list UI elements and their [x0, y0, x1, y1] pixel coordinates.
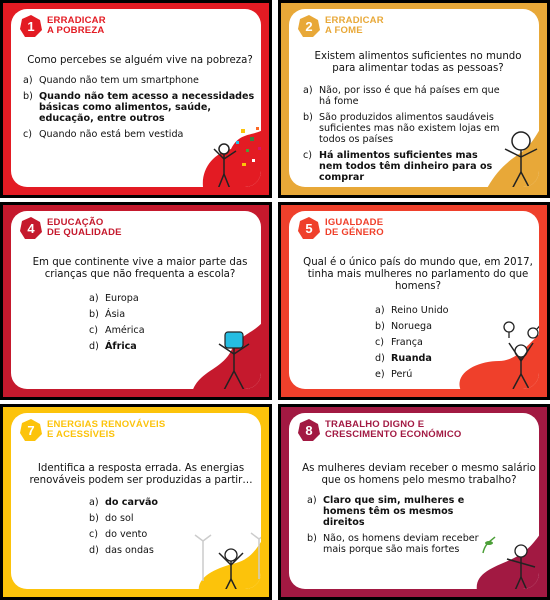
person-juggling-illustration	[206, 119, 261, 187]
person-with-bowl-illustration	[497, 127, 539, 187]
card-4-title: EDUCAÇÃO DE QUALIDADE	[47, 217, 122, 238]
card-2-title: ERRADICAR A FOME	[325, 15, 384, 36]
card-5-title: IGUALDADE DE GÉNERO	[325, 217, 384, 238]
person-gender-symbols-illustration	[499, 319, 539, 389]
option-a[interactable]: a) Europa	[89, 293, 139, 304]
goal-8-badge: 8	[298, 419, 320, 441]
option-d[interactable]: d) das ondas	[89, 545, 154, 556]
option-d[interactable]: d) África	[89, 341, 137, 352]
card-8-body	[289, 413, 539, 589]
card-1-question: Como percebes se alguém vive na pobreza?	[27, 55, 253, 66]
option-b[interactable]: b) Ásia	[89, 309, 126, 320]
card-5-question: Qual é o único país do mundo que, em 2017, tinha mais mulheres no parlamento do que homens?	[303, 257, 533, 292]
option-c[interactable]: c) Há alimentos suficientes mas nem todos têm dinheiro para os comprar	[303, 150, 493, 183]
card-4	[0, 202, 272, 400]
card-1	[0, 0, 272, 198]
goal-5-badge: 5	[298, 217, 320, 239]
card-1-body	[11, 9, 261, 187]
option-b[interactable]: b) do sol	[89, 513, 134, 524]
option-c[interactable]: c) França	[375, 337, 423, 348]
card-7	[0, 404, 272, 600]
card-4-options	[89, 293, 209, 357]
card-8-question: As mulheres deviam receber o mesmo salário que os homens pelo mesmo trabalho?	[302, 463, 536, 486]
card-5-body	[289, 211, 539, 389]
option-c[interactable]: c) do vento	[89, 529, 148, 540]
card-4-question: Em que continente vive a maior parte das crianças que não frequenta a escola?	[32, 257, 248, 280]
card-4-body	[11, 211, 261, 389]
option-b[interactable]: b) Noruega	[375, 321, 432, 332]
card-7-question: Identifica a resposta errada. As energias renováveis podem ser produzidas a partir…	[29, 463, 253, 486]
card-7-body	[11, 413, 261, 589]
card-5-options	[375, 305, 495, 385]
option-d[interactable]: d) Ruanda	[375, 353, 432, 364]
card-8-title: TRABALHO DIGNO E CRESCIMENTO ECONÓMICO	[325, 419, 462, 440]
goal-1-badge: 1	[20, 15, 42, 37]
card-2-body	[289, 9, 539, 187]
option-a[interactable]: a) Não, por isso é que há países em que há fome	[303, 85, 500, 107]
card-1-title: ERRADICAR A POBREZA	[47, 15, 106, 36]
goal-7-badge: 7	[20, 419, 42, 441]
person-watering-plant-illustration	[477, 533, 539, 589]
option-b[interactable]: b) Não, os homens deviam receber mais porque são mais fortes	[307, 533, 479, 555]
wind-turbines-illustration	[191, 531, 261, 589]
option-c[interactable]: c) América	[89, 325, 145, 336]
option-e[interactable]: e) Perú	[375, 369, 413, 380]
person-with-book-illustration	[211, 326, 261, 389]
card-2-question: Existem alimentos suficientes no mundo para alimentar todas as pessoas?	[314, 51, 522, 74]
option-b[interactable]: b) Quando não tem acesso a necessidades básicas como alimentos, saúde, educação, entre outros	[23, 91, 255, 124]
card-5	[278, 202, 550, 400]
goal-4-badge: 4	[20, 217, 42, 239]
option-b[interactable]: b) São produzidos alimentos saudáveis suficientes mas não existem lojas em todos os países	[303, 112, 500, 145]
card-2-options	[303, 85, 503, 187]
goal-2-badge: 2	[298, 15, 320, 37]
option-c[interactable]: c) Quando não está bem vestida	[23, 129, 184, 140]
card-2	[278, 0, 550, 198]
option-a[interactable]: a) Quando não tem um smartphone	[23, 75, 199, 86]
option-a[interactable]: a) Reino Unido	[375, 305, 449, 316]
card-8	[278, 404, 550, 600]
card-7-title: ENERGIAS RENOVÁVEIS E ACESSÍVEIS	[47, 419, 166, 440]
option-a[interactable]: a) do carvão	[89, 497, 159, 508]
card-8-options	[307, 495, 497, 560]
option-a[interactable]: a) Claro que sim, mulheres e homens têm os mesmos direitos	[307, 495, 465, 528]
